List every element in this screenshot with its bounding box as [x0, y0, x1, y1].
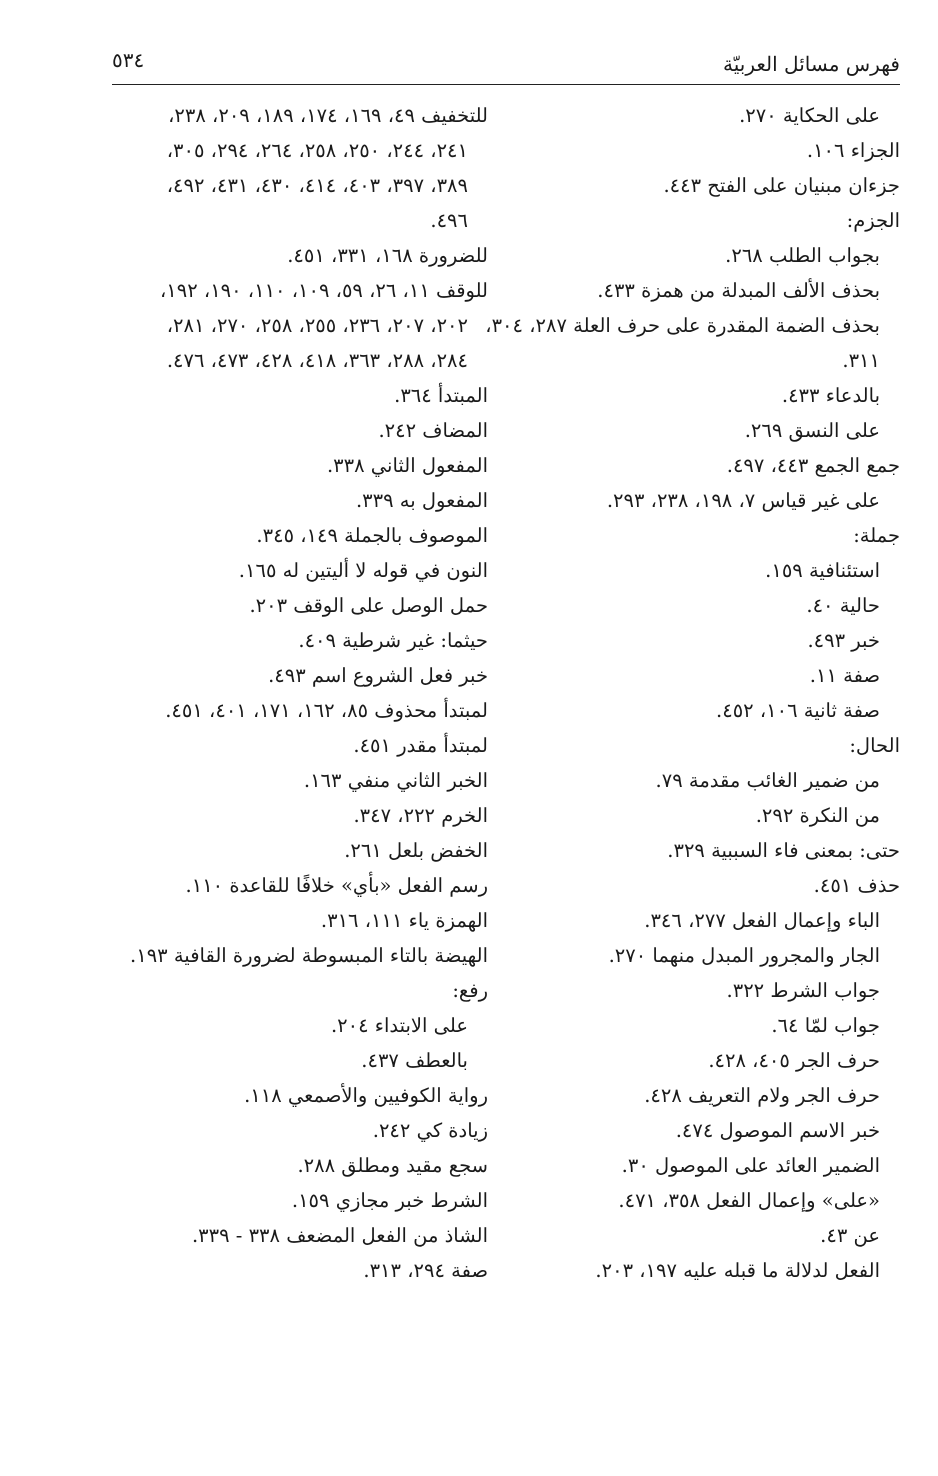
index-entry: الجزاء ١٠٦.: [806, 139, 900, 162]
index-entry: حمل الوصل على الوقف ٢٠٣.: [249, 594, 488, 617]
index-entry: جزءان مبنيان على الفتح ٤٤٣.: [663, 174, 900, 197]
index-subentry: الجار والمجرور المبدل منهما ٢٧٠.: [608, 944, 880, 967]
index-entry: خبر فعل الشروع اسم ٤٩٣.: [268, 664, 488, 687]
index-subentry: بالعطف ٤٣٧.: [361, 1049, 468, 1072]
index-entry: الجزم:: [846, 209, 900, 232]
index-subentry: ٢٤١، ٢٤٤، ٢٥٠، ٢٥٨، ٢٦٤، ٢٩٤، ٣٠٥،: [166, 139, 468, 162]
index-entry: سجع مقيد ومطلق ٢٨٨.: [297, 1154, 488, 1177]
index-subentry: خبر الاسم الموصول ٤٧٤.: [675, 1119, 880, 1142]
index-entry: الحال:: [849, 734, 900, 757]
index-entry: المفعول الثاني ٣٣٨.: [326, 454, 488, 477]
index-subentry: ٤٩٦.: [430, 209, 468, 232]
index-entry: الخفض بلعل ٢٦١.: [344, 839, 488, 862]
index-subentry: حرف الجر ٤٠٥، ٤٢٨.: [708, 1049, 880, 1072]
index-entry: حيثما: غير شرطية ٤٠٩.: [298, 629, 488, 652]
index-entry: المضاف ٢٤٢.: [378, 419, 488, 442]
index-entry: رواية الكوفيين والأصمعي ١١٨.: [244, 1084, 488, 1107]
index-subentry: بحذف الألف المبدلة من همزة ٤٣٣.: [597, 279, 880, 302]
index-subentry: ٢٨٤، ٢٨٨، ٣٦٣، ٤١٨، ٤٢٨، ٤٧٣، ٤٧٦.: [166, 349, 468, 372]
index-entry: حذف ٤٥١.: [813, 874, 900, 897]
index-subentry: حالية ٤٠.: [806, 594, 880, 617]
index-subentry: من ضمير الغائب مقدمة ٧٩.: [655, 769, 880, 792]
index-subentry: عن ٤٣.: [820, 1224, 880, 1247]
index-entry: الخرم ٢٢٢، ٣٤٧.: [353, 804, 488, 827]
index-entry: للتخفيف ٤٩، ١٦٩، ١٧٤، ١٨٩، ٢٠٩، ٢٣٨،: [168, 104, 488, 127]
running-title: فهرس مسائل العربيّة: [723, 52, 900, 76]
index-subentry: بحذف الضمة المقدرة على حرف العلة ٢٨٧، ٣٠٤،: [485, 314, 880, 337]
index-entry: النون في قوله لا أليتين له ١٦٥.: [238, 559, 488, 582]
index-entry: الهيضة بالتاء المبسوطة لضرورة القافية ١٩٣.: [130, 944, 488, 967]
index-entry: حتى: بمعنى فاء السببية ٣٢٩.: [667, 839, 900, 862]
index-column-left: [108, 98, 488, 1288]
index-subentry: على الابتداء ٢٠٤.: [330, 1014, 468, 1037]
index-subentry: بالدعاء ٤٣٣.: [781, 384, 880, 407]
index-subentry: بجواب الطلب ٢٦٨.: [725, 244, 880, 267]
index-column-right: [485, 98, 900, 1288]
index-subentry: حرف الجر ولام التعريف ٤٢٨.: [644, 1084, 880, 1107]
index-subentry: ٢٠٢، ٢٠٧، ٢٣٦، ٢٥٥، ٢٥٨، ٢٧٠، ٢٨١،: [166, 314, 468, 337]
index-subentry: «على» وإعمال الفعل ٣٥٨، ٤٧١.: [618, 1189, 880, 1212]
index-entry: جمع الجمع ٤٤٣، ٤٩٧.: [726, 454, 900, 477]
index-entry: المبتدأ ٣٦٤.: [394, 384, 488, 407]
index-entry: للضرورة ١٦٨، ٣٣١، ٤٥١.: [287, 244, 488, 267]
index-subentry: على النسق ٢٦٩.: [744, 419, 880, 442]
index-entry: لمبتدأ مقدر ٤٥١.: [353, 734, 488, 757]
index-subentry: جواب الشرط ٣٢٢.: [726, 979, 880, 1002]
index-subentry: خبر ٤٩٣.: [807, 629, 880, 652]
index-subentry: صفة ١١.: [809, 664, 880, 687]
index-entry: الشرط خبر مجازي ١٥٩.: [291, 1189, 488, 1212]
index-entry: الشاذ من الفعل المضعف ٣٣٨ - ٣٣٩.: [191, 1224, 488, 1247]
index-entry: الموصوف بالجملة ١٤٩، ٣٤٥.: [256, 524, 488, 547]
index-entry: جملة:: [853, 524, 900, 547]
index-entry: زيادة كي ٢٤٢.: [372, 1119, 488, 1142]
index-entry: رفع:: [452, 979, 488, 1002]
index-entry: الهمزة ياء ١١١، ٣١٦.: [320, 909, 488, 932]
index-subentry: من النكرة ٢٩٢.: [755, 804, 880, 827]
index-subentry: ٣٨٩، ٣٩٧، ٤٠٣، ٤١٤، ٤٣٠، ٤٣١، ٤٩٢،: [166, 174, 468, 197]
index-entry: صفة ٢٩٤، ٣١٣.: [363, 1259, 488, 1282]
index-subentry: الباء وإعمال الفعل ٢٧٧، ٣٤٦.: [644, 909, 880, 932]
index-entry: الخبر الثاني منفي ١٦٣.: [303, 769, 488, 792]
index-entry: لمبتدأ محذوف ٨٥، ١٦٢، ١٧١، ٤٠١، ٤٥١.: [165, 699, 488, 722]
index-entry: المفعول به ٣٣٩.: [355, 489, 488, 512]
index-entry: رسم الفعل «بأي» خلافًا للقاعدة ١١٠.: [185, 874, 488, 897]
index-entry: للوقف ١١، ٢٦، ٥٩، ١٠٩، ١١٠، ١٩٠، ١٩٢،: [159, 279, 488, 302]
index-subentry: صفة ثانية ١٠٦، ٤٥٢.: [716, 699, 880, 722]
index-subentry: استئنافية ١٥٩.: [765, 559, 880, 582]
index-subentry: ٣١١.: [842, 349, 880, 372]
page-number: ٥٣٤: [112, 48, 145, 72]
index-subentry: الفعل لدلالة ما قبله عليه ١٩٧، ٢٠٣.: [595, 1259, 880, 1282]
index-subentry: الضمير العائد على الموصول ٣٠.: [621, 1154, 880, 1177]
index-subentry: جواب لمّا ٦٤.: [771, 1014, 880, 1037]
index-subentry: على غير قياس ٧، ١٩٨، ٢٣٨، ٢٩٣.: [606, 489, 880, 512]
page-header: [112, 44, 900, 85]
index-subentry: على الحكاية ٢٧٠.: [739, 104, 880, 127]
